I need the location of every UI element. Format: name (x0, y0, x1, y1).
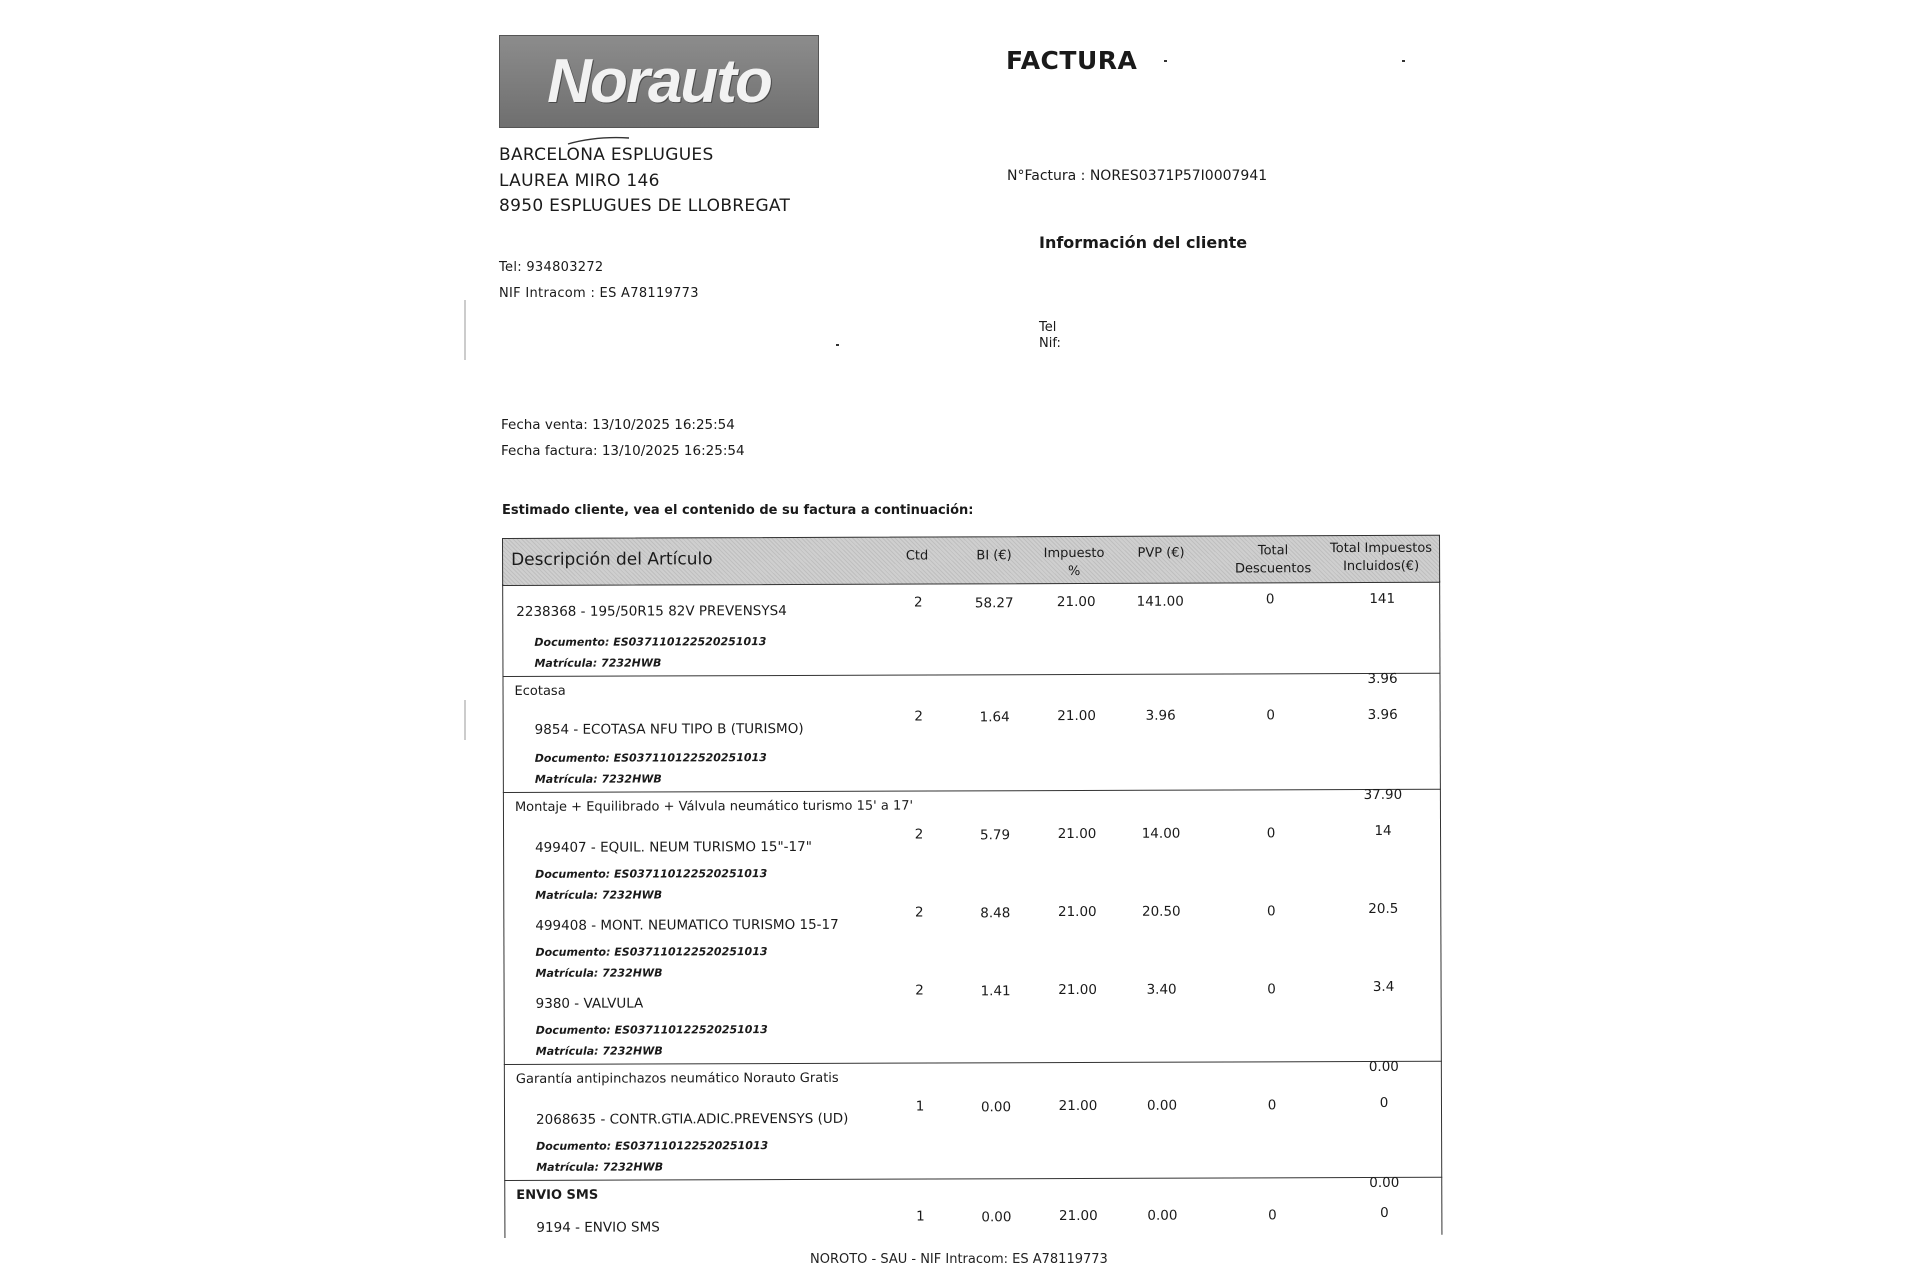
row-tyre-qty: 2 (913, 594, 923, 611)
client-nif-label: Nif: (1039, 336, 1061, 351)
group-ecotasa-title: Ecotasa (514, 683, 566, 699)
row-equil-bi: 5.79 (979, 827, 1011, 844)
row-garantia-bi: 0.00 (980, 1099, 1012, 1116)
row-sms-bi: 0.00 (981, 1209, 1012, 1226)
row-tyre-bi: 58.27 (974, 595, 1014, 612)
row-equil-description: 499407 - EQUIL. NEUM TURISMO 15"-17" (535, 838, 812, 856)
store-tel: Tel: 934803272 (499, 260, 604, 275)
row-mont-description: 499408 - MONT. NEUMATICO TURISMO 15-17 (535, 916, 839, 934)
logo-text: Norauto (547, 47, 771, 116)
row-ecotasa-document: Documento: ES037110122520251013 (534, 751, 767, 765)
row-garantia-pvp: 0.00 (1146, 1097, 1178, 1114)
invoice-date: Fecha factura: 13/10/2025 16:25:54 (501, 443, 745, 459)
row-garantia-qty: 1 (915, 1098, 925, 1115)
row-ecotasa-tax: 21.00 (1057, 707, 1096, 725)
col-header-total-line1: Total Impuestos (1329, 540, 1433, 557)
footer-company-line: NOROTO - SAU - NIF Intracom: ES A78119773 (810, 1252, 1108, 1267)
row-ecotasa-total: 3.96 (1367, 706, 1398, 723)
row-tyre-plate: Matrícula: 7232HWB (534, 656, 662, 670)
scan-speck (1402, 60, 1405, 62)
invoice-table (502, 535, 1442, 1238)
row-valvula-qty: 2 (915, 982, 924, 999)
col-header-tax (1029, 545, 1119, 581)
row-valvula-total: 3.4 (1372, 978, 1395, 995)
row-garantia-document: Documento: ES037110122520251013 (536, 1139, 769, 1153)
row-garantia-description: 2068635 - CONTR.GTIA.ADIC.PREVENSYS (UD) (536, 1110, 849, 1128)
col-header-pvp: PVP (€) (1137, 545, 1185, 561)
col-header-description: Descripción del Artículo (511, 549, 713, 570)
row-mont-document: Documento: ES037110122520251013 (535, 945, 768, 959)
store-name: BARCELONA ESPLUGUES (499, 145, 714, 165)
row-mont-qty: 2 (914, 904, 924, 921)
group-sms-total: 0.00 (1369, 1174, 1400, 1191)
store-address-line2: 8950 ESPLUGUES DE LLOBREGAT (499, 196, 791, 216)
row-valvula-document: Documento: ES037110122520251013 (535, 1023, 768, 1037)
handwritten-mark (566, 134, 632, 148)
row-tyre-description: 2238368 - 195/50R15 82V PREVENSYS4 (516, 603, 787, 620)
col-header-discounts-line1: Total (1257, 543, 1289, 559)
row-garantia-total: 0 (1379, 1094, 1389, 1111)
row-ecotasa-bi: 1.64 (979, 709, 1010, 726)
row-valvula-plate: Matrícula: 7232HWB (535, 1044, 663, 1058)
row-sms-total: 0 (1380, 1204, 1389, 1221)
row-ecotasa-pvp: 3.96 (1145, 707, 1176, 724)
row-mont-total: 20.5 (1368, 900, 1399, 917)
row-sms-pvp: 0.00 (1147, 1207, 1178, 1224)
row-sms-tax: 21.00 (1059, 1207, 1098, 1225)
row-garantia-tax: 21.00 (1058, 1097, 1098, 1115)
group-garantia-title: Garantía antipinchazos neumático Norauto Gratis (515, 1070, 839, 1087)
row-tyre-pvp: 141.00 (1136, 593, 1184, 610)
row-ecotasa-description: 9854 - ECOTASA NFU TIPO B (TURISMO) (534, 720, 804, 738)
row-garantia-plate: Matrícula: 7232HWB (536, 1160, 664, 1174)
row-equil-pvp: 14.00 (1141, 825, 1181, 842)
row-sms-qty: 1 (916, 1208, 925, 1225)
scan-edge-mark (464, 300, 466, 360)
row-equil-plate: Matrícula: 7232HWB (535, 888, 663, 902)
row-valvula-discount: 0 (1267, 981, 1276, 998)
norauto-logo (499, 35, 819, 128)
row-mont-discount: 0 (1266, 903, 1276, 920)
sale-date: Fecha venta: 13/10/2025 16:25:54 (501, 417, 735, 433)
row-mont-plate: Matrícula: 7232HWB (535, 966, 663, 980)
row-equil-document: Documento: ES037110122520251013 (535, 867, 768, 881)
invoice-title: FACTURA (1006, 46, 1138, 75)
scan-edge-mark (464, 700, 466, 740)
row-garantia-discount: 0 (1267, 1097, 1277, 1114)
client-info-heading: Información del cliente (1039, 233, 1248, 252)
row-tyre-tax: 21.00 (1056, 593, 1096, 611)
client-tel-label: Tel (1039, 320, 1057, 335)
group-montaje-title: Montaje + Equilibrado + Válvula neumático turismo 15' a 17' (514, 798, 914, 815)
col-header-qty: Ctd (905, 548, 929, 564)
col-header-discounts (1223, 542, 1323, 578)
row-tyre-total: 141 (1369, 590, 1396, 607)
group-garantia-total: 0.00 (1368, 1058, 1399, 1075)
row-ecotasa-plate: Matrícula: 7232HWB (534, 772, 662, 786)
row-ecotasa-discount: 0 (1266, 707, 1275, 724)
scan-speck (1164, 60, 1167, 62)
scan-speck (836, 344, 839, 346)
row-equil-tax: 21.00 (1057, 825, 1097, 843)
row-valvula-description: 9380 - VALVULA (535, 995, 644, 1012)
row-equil-total: 14 (1374, 822, 1392, 839)
col-header-total (1321, 540, 1441, 576)
row-mont-tax: 21.00 (1057, 903, 1097, 921)
row-sms-discount: 0 (1268, 1207, 1277, 1224)
row-valvula-bi: 1.41 (980, 983, 1011, 1000)
row-mont-bi: 8.48 (980, 905, 1011, 922)
row-valvula-tax: 21.00 (1058, 981, 1097, 999)
group-ecotasa-total: 3.96 (1367, 670, 1398, 687)
col-header-bi: BI (€) (976, 548, 1012, 564)
intro-text: Estimado cliente, vea el contenido de su factura a continuación: (502, 503, 974, 518)
col-header-total-line2: Incluidos(€) (1343, 558, 1420, 575)
row-ecotasa-qty: 2 (914, 708, 923, 725)
row-tyre-discount: 0 (1265, 591, 1275, 608)
col-header-discounts-line2: Descuentos (1234, 561, 1312, 577)
row-sms-description: 9194 - ENVIO SMS (536, 1219, 660, 1236)
row-equil-discount: 0 (1266, 825, 1276, 842)
row-valvula-pvp: 3.40 (1146, 981, 1177, 998)
group-montaje-total: 37.90 (1363, 786, 1403, 803)
store-nif: NIF Intracom : ES A78119773 (499, 286, 699, 301)
invoice-number: N°Factura : NORES0371P57I0007941 (1007, 168, 1268, 184)
table-header (502, 535, 1440, 586)
col-header-tax-line1: Impuesto (1043, 545, 1105, 562)
row-mont-pvp: 20.50 (1141, 903, 1181, 920)
store-address-line1: LAUREA MIRO 146 (499, 171, 660, 191)
group-sms-title: ENVIO SMS (516, 1187, 599, 1203)
row-equil-qty: 2 (914, 826, 924, 843)
row-tyre-document: Documento: ES037110122520251013 (534, 635, 767, 649)
col-header-tax-line2: % (1067, 563, 1081, 580)
